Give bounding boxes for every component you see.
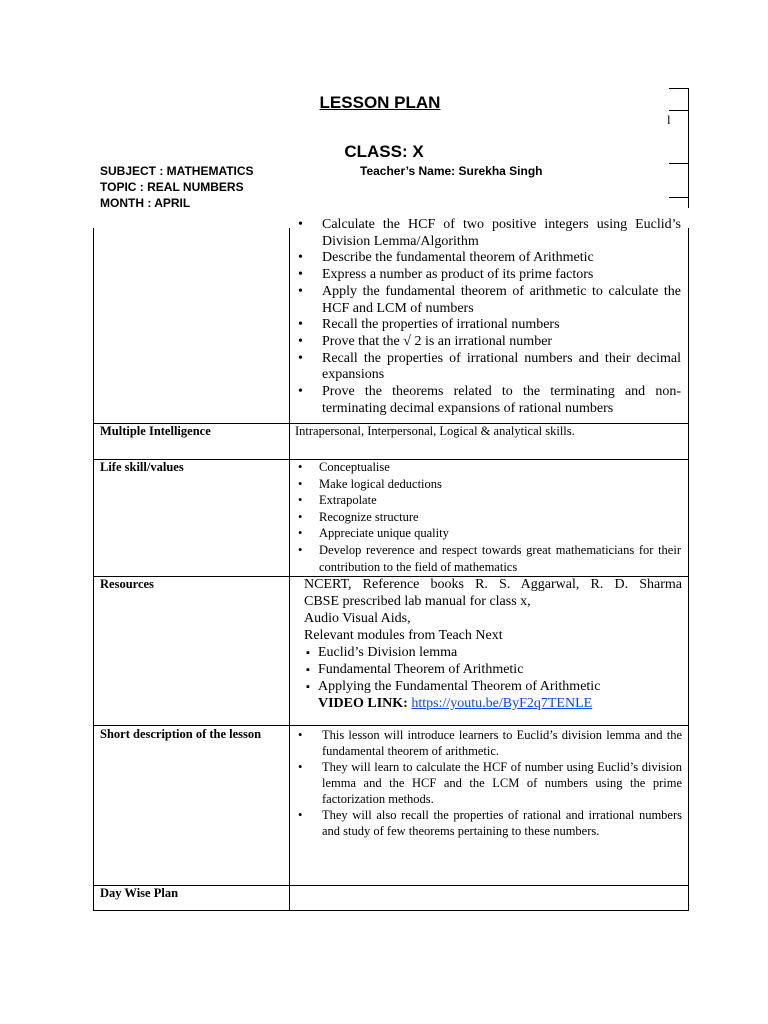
objective-item: • Prove the theorems related to the terminating and non-terminating decimal expansions of rational numbers <box>295 384 681 417</box>
description-item: • They will also recall the properties of rational and irrational numbers and study of few theorems pertaining to these numbers. <box>295 807 682 839</box>
objective-item: • Prove that the √ 2 is an irrational number <box>295 334 681 351</box>
life-skill-item: • Extrapolate <box>295 492 681 509</box>
short-description-list <box>295 727 682 839</box>
life-skills-label: Life skill/values <box>100 460 184 474</box>
subject-label: SUBJECT : MATHEMATICS <box>100 164 254 178</box>
objective-item: • Describe the fundamental theorem of Arithmetic <box>295 250 681 267</box>
class-label: CLASS: X <box>344 142 424 161</box>
multiple-intelligence-value: Intrapersonal, Interpersonal, Logical & analytical skills. <box>295 424 575 438</box>
month-label: MONTH : APRIL <box>100 196 191 210</box>
resource-line: NCERT, Reference books R. S. Aggarwal, R. D. Sharma <box>304 577 682 592</box>
life-skill-item: • Make logical deductions <box>295 476 681 493</box>
objective-item: • Apply the fundamental theorem of arithmetic to calculate the HCF and LCM of numbers <box>295 284 681 317</box>
objective-item: • Calculate the HCF of two positive integers using Euclid’s Division Lemma/Algorithm <box>295 217 681 250</box>
life-skill-item: • Recognize structure <box>295 509 681 526</box>
video-link-row <box>304 695 682 712</box>
teacher-name: Teacher’s Name: Surekha Singh <box>360 164 543 178</box>
description-item: • They will learn to calculate the HCF of number using Euclid’s division lemma and the HCF and the LCM of numbers using the prime factorization methods. <box>295 759 682 807</box>
multiple-intelligence-label: Multiple Intelligence <box>100 424 211 438</box>
life-skill-item: • Develop reverence and respect towards great mathematicians for their contribution to the field of mathematics <box>295 542 681 575</box>
day-wise-plan-label: Day Wise Plan <box>100 886 179 900</box>
edge-fragment: l <box>667 112 671 127</box>
objective-item: • Express a number as product of its prime factors <box>295 267 681 284</box>
objective-item: • Recall the properties of irrational numbers <box>295 317 681 334</box>
short-description-label: Short description of the lesson <box>100 727 262 741</box>
module-item: ▪ Fundamental Theorem of Arithmetic <box>304 661 682 678</box>
video-link-label: VIDEO LINK: <box>318 696 408 711</box>
module-item: ▪ Euclid’s Division lemma <box>304 644 682 661</box>
life-skill-item: • Conceptualise <box>295 459 681 476</box>
module-item: ▪ Applying the Fundamental Theorem of Arithmetic <box>304 678 682 695</box>
life-skill-item: • Appreciate unique quality <box>295 525 681 542</box>
life-skills-list <box>295 459 681 575</box>
video-link[interactable]: https://youtu.be/ByF2q7TENLE <box>411 696 593 711</box>
description-item: • This lesson will introduce learners to Euclid’s division lemma and the fundamental theorem of arithmetic. <box>295 727 682 759</box>
objective-item: • Recall the properties of irrational numbers and their decimal expansions <box>295 351 681 384</box>
objectives-cell <box>295 217 681 417</box>
resource-line: Relevant modules from Teach Next <box>304 628 503 643</box>
resources-label: Resources <box>100 577 154 591</box>
resource-line: CBSE prescribed lab manual for class x, <box>304 594 531 609</box>
page-title: LESSON PLAN <box>319 93 441 112</box>
resources-cell <box>304 576 682 712</box>
resource-line: Audio Visual Aids, <box>304 611 411 626</box>
topic-label: TOPIC : REAL NUMBERS <box>100 180 244 194</box>
